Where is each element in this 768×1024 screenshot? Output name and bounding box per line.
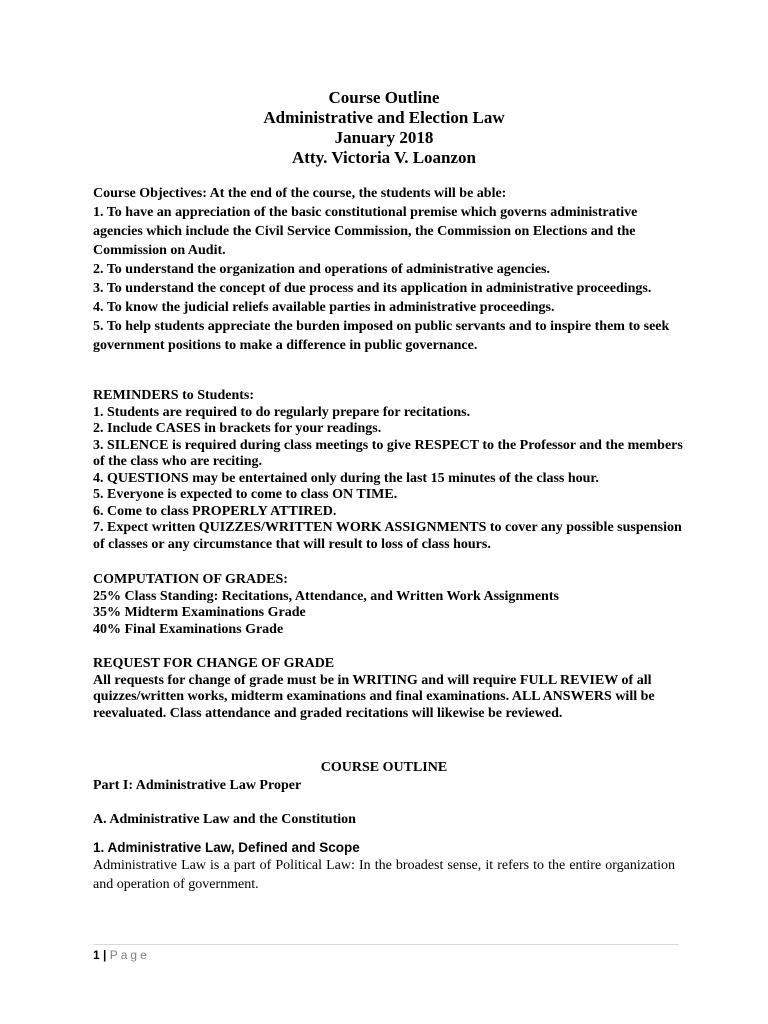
- course-date: January 2018: [334, 128, 434, 147]
- objective-item: 5. To help students appreciate the burden imposed on public servants and to inspire them to seek government positions to make a difference in public governance.: [93, 319, 670, 353]
- grades-section: [93, 572, 683, 638]
- grades-heading: COMPUTATION OF GRADES:: [93, 572, 288, 587]
- reminder-item: 2. Include CASES in brackets for your readings.: [93, 421, 382, 436]
- page-footer: [93, 948, 150, 962]
- course-objectives: [93, 184, 683, 355]
- request-heading: REQUEST FOR CHANGE OF GRADE: [93, 656, 335, 671]
- request-text: All requests for change of grade must be in WRITING and will require FULL REVIEW of all quizzes/written works, midterm examinations and final examinations. ALL ANSWERS will be reevaluated. Class attendance and graded recitations will likewise be reviewed.: [93, 672, 655, 721]
- course-name: Administrative and Election Law: [263, 108, 505, 127]
- grade-item: 35% Midterm Examinations Grade: [93, 605, 306, 620]
- page-number: 1: [93, 948, 100, 962]
- title-block: [0, 88, 768, 168]
- reminder-item: 4. QUESTIONS may be entertained only during the last 15 minutes of the class hour.: [93, 470, 599, 486]
- grade-item: 40% Final Examinations Grade: [93, 621, 284, 637]
- course-outline-heading: COURSE OUTLINE: [320, 760, 448, 775]
- footer-divider: [93, 944, 679, 945]
- objective-item: 4. To know the judicial reliefs available parties in administrative proceedings.: [93, 300, 555, 315]
- instructor-name: Atty. Victoria V. Loanzon: [291, 148, 477, 167]
- reminders-heading: REMINDERS to Students:: [93, 388, 255, 403]
- body-paragraph: Administrative Law is a part of Political Law: In the broadest sense, it refers to the entire organization and operation of government.: [93, 858, 675, 892]
- objective-item: 2. To understand the organization and operations of administrative agencies.: [93, 262, 550, 277]
- reminders-section: [93, 388, 683, 553]
- reminder-item: 3. SILENCE is required during class meetings to give RESPECT to the Professor and the members of the class who are reciting.: [93, 437, 683, 469]
- reminder-item: 1. Students are required to do regularly prepare for recitations.: [93, 404, 471, 420]
- objectives-intro: Course Objectives: At the end of the course, the students will be able:: [93, 186, 507, 201]
- objective-item: 1. To have an appreciation of the basic constitutional premise which governs administrative agencies which include the Civil Service Commission, the Commission on Elections and the Commission on Audit.: [93, 205, 638, 258]
- section-heading: A. Administrative Law and the Constitution: [93, 812, 356, 827]
- reminder-item: 5. Everyone is expected to come to class ON TIME.: [93, 487, 398, 502]
- document-title: Course Outline: [328, 88, 440, 107]
- page-label: Page: [109, 948, 150, 962]
- reminder-item: 6. Come to class PROPERLY ATTIRED.: [93, 503, 337, 519]
- objective-item: 3. To understand the concept of due process and its application in administrative proceedings.: [93, 281, 652, 296]
- reminder-item: 7. Expect written QUIZZES/WRITTEN WORK ASSIGNMENTS to cover any possible suspension of classes or any circumstance that will result to loss of class hours.: [93, 520, 682, 552]
- grade-change-section: [93, 656, 683, 722]
- grade-item: 25% Class Standing: Recitations, Attendance, and Written Work Assignments: [93, 588, 559, 604]
- subsection-heading: 1. Administrative Law, Defined and Scope: [93, 840, 360, 855]
- part-heading: Part I: Administrative Law Proper: [93, 778, 302, 793]
- footer-separator: |: [103, 948, 107, 962]
